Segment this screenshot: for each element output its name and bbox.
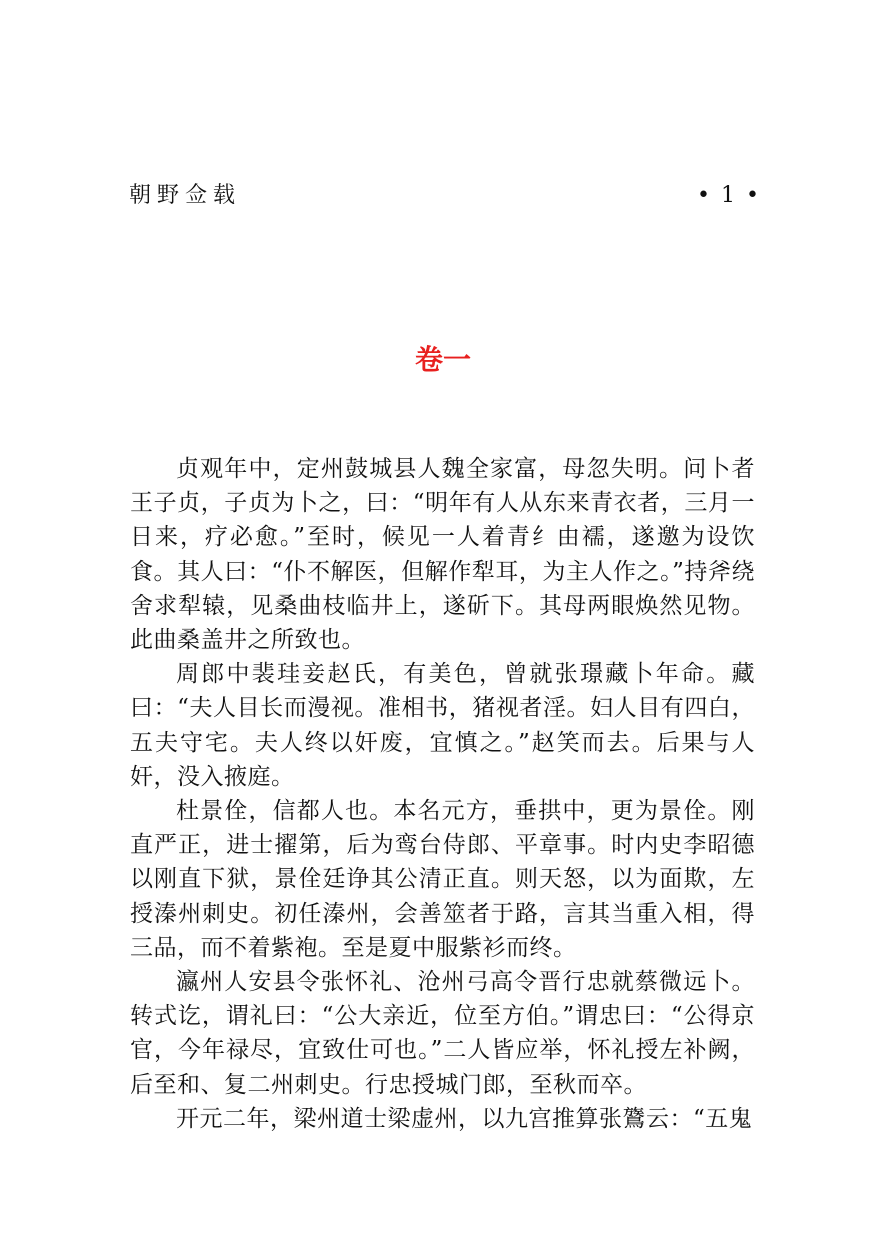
chapter-title: 卷一 [414, 343, 471, 376]
paragraph: 贞观年中，定州鼓城县人魏全家富，母忽失明。问卜者王子贞，子贞为卜之，曰：“明年有人从东来青衣者，三月一日来，疗必愈。”至时，候见一人着青纟由襦，遂邀为设饮食。其人曰：“仆不解医，但解作犁耳，为主人作之。”持斧绕舍求犁辕，见桑曲枝临井上，遂斫下。其母两眼焕然见物。此曲桑盖井之所致也。 [130, 456, 755, 654]
paragraph: 瀛州人安县令张怀礼、沧州弓高令晋行忠就蔡微远卜。转式讫，谓礼曰：“公大亲近，位至方伯。”谓忠曰：“公得京官，今年禄尽，宜致仕可也。”二人皆应举，怀礼授左补阙，后至和、复二州刺史。行忠授城门郎，至秋而卒。 [130, 969, 755, 1098]
body-text [130, 452, 755, 1136]
page-number: • 1 • [697, 183, 761, 208]
paragraph: 开元二年，梁州道士梁虚州，以九宫推算张鷟云：“五鬼 [176, 1105, 753, 1132]
paragraph: 杜景佺，信都人也。本名元方，垂拱中，更为景佺。刚直严正，进士擢第，后为鸾台侍郎、平章事。时内史李昭德以刚直下狱，景佺廷诤其公清正直。则天怒，以为面欺，左授溱州刺史。初任溱州，会善筮者于路，言其当重入相，得三品，而不着紫袍。至是夏中服紫衫而终。 [130, 798, 755, 961]
paragraph: 周郎中裴珪妾赵氏，有美色，曾就张璟藏卜年命。藏曰：“夫人目长而漫视。准相书，猪视者淫。妇人目有四白，五夫守宅。夫人终以奸废，宜慎之。”赵笑而去。后果与人奸，没入掖庭。 [130, 661, 755, 790]
running-title: 朝野佥载 [129, 183, 242, 208]
